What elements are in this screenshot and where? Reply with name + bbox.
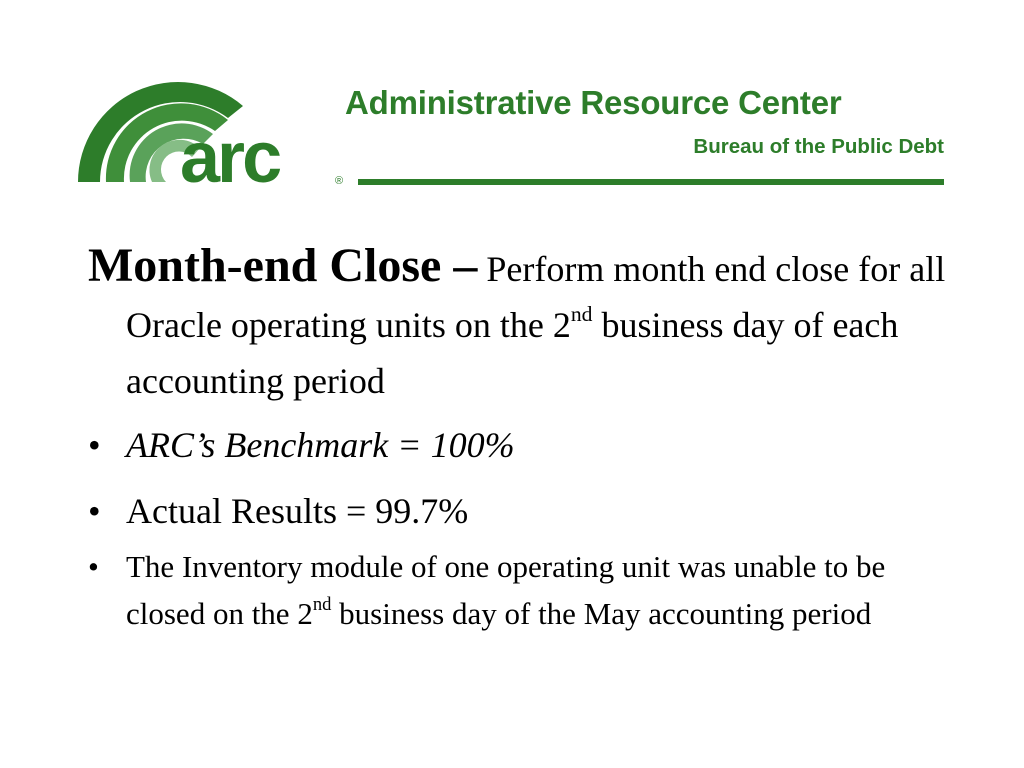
bullet-marker: • (88, 549, 99, 584)
bullet-inventory (88, 543, 948, 637)
registered-mark: ® (335, 175, 344, 187)
bullet-benchmark (88, 423, 948, 467)
bullet-list (88, 423, 948, 637)
heading-text-1: Perform month end close for all Oracle operating units on the 2 (126, 249, 946, 345)
bullet-benchmark-text: ARC’s Benchmark = 100% (126, 425, 515, 465)
bullet-inventory-text-1: The Inventory module of one operating unit was unable to be closed on the 2 (126, 549, 886, 631)
heading-text-2: business day of each accounting period (126, 305, 899, 401)
heading-superscript: nd (570, 301, 593, 326)
arc-logo (78, 78, 353, 188)
org-subtitle: Bureau of the Public Debt (693, 135, 944, 158)
bullet-marker: • (88, 425, 101, 465)
month-end-close-paragraph (88, 238, 948, 409)
bullet-actual-results-text: Actual Results = 99.7% (126, 491, 469, 531)
header-rule (358, 179, 944, 185)
bullet-actual-results (88, 489, 948, 533)
bullet-inventory-text-2: business day of the May accounting period (331, 596, 872, 631)
bullet-inventory-superscript: nd (312, 593, 332, 615)
heading-title: Month-end Close – (88, 239, 478, 292)
org-name: Administrative Resource Center (345, 84, 842, 121)
bullet-marker: • (88, 491, 101, 531)
arc-logo-text: arc (180, 118, 280, 188)
slide-body (88, 238, 948, 637)
